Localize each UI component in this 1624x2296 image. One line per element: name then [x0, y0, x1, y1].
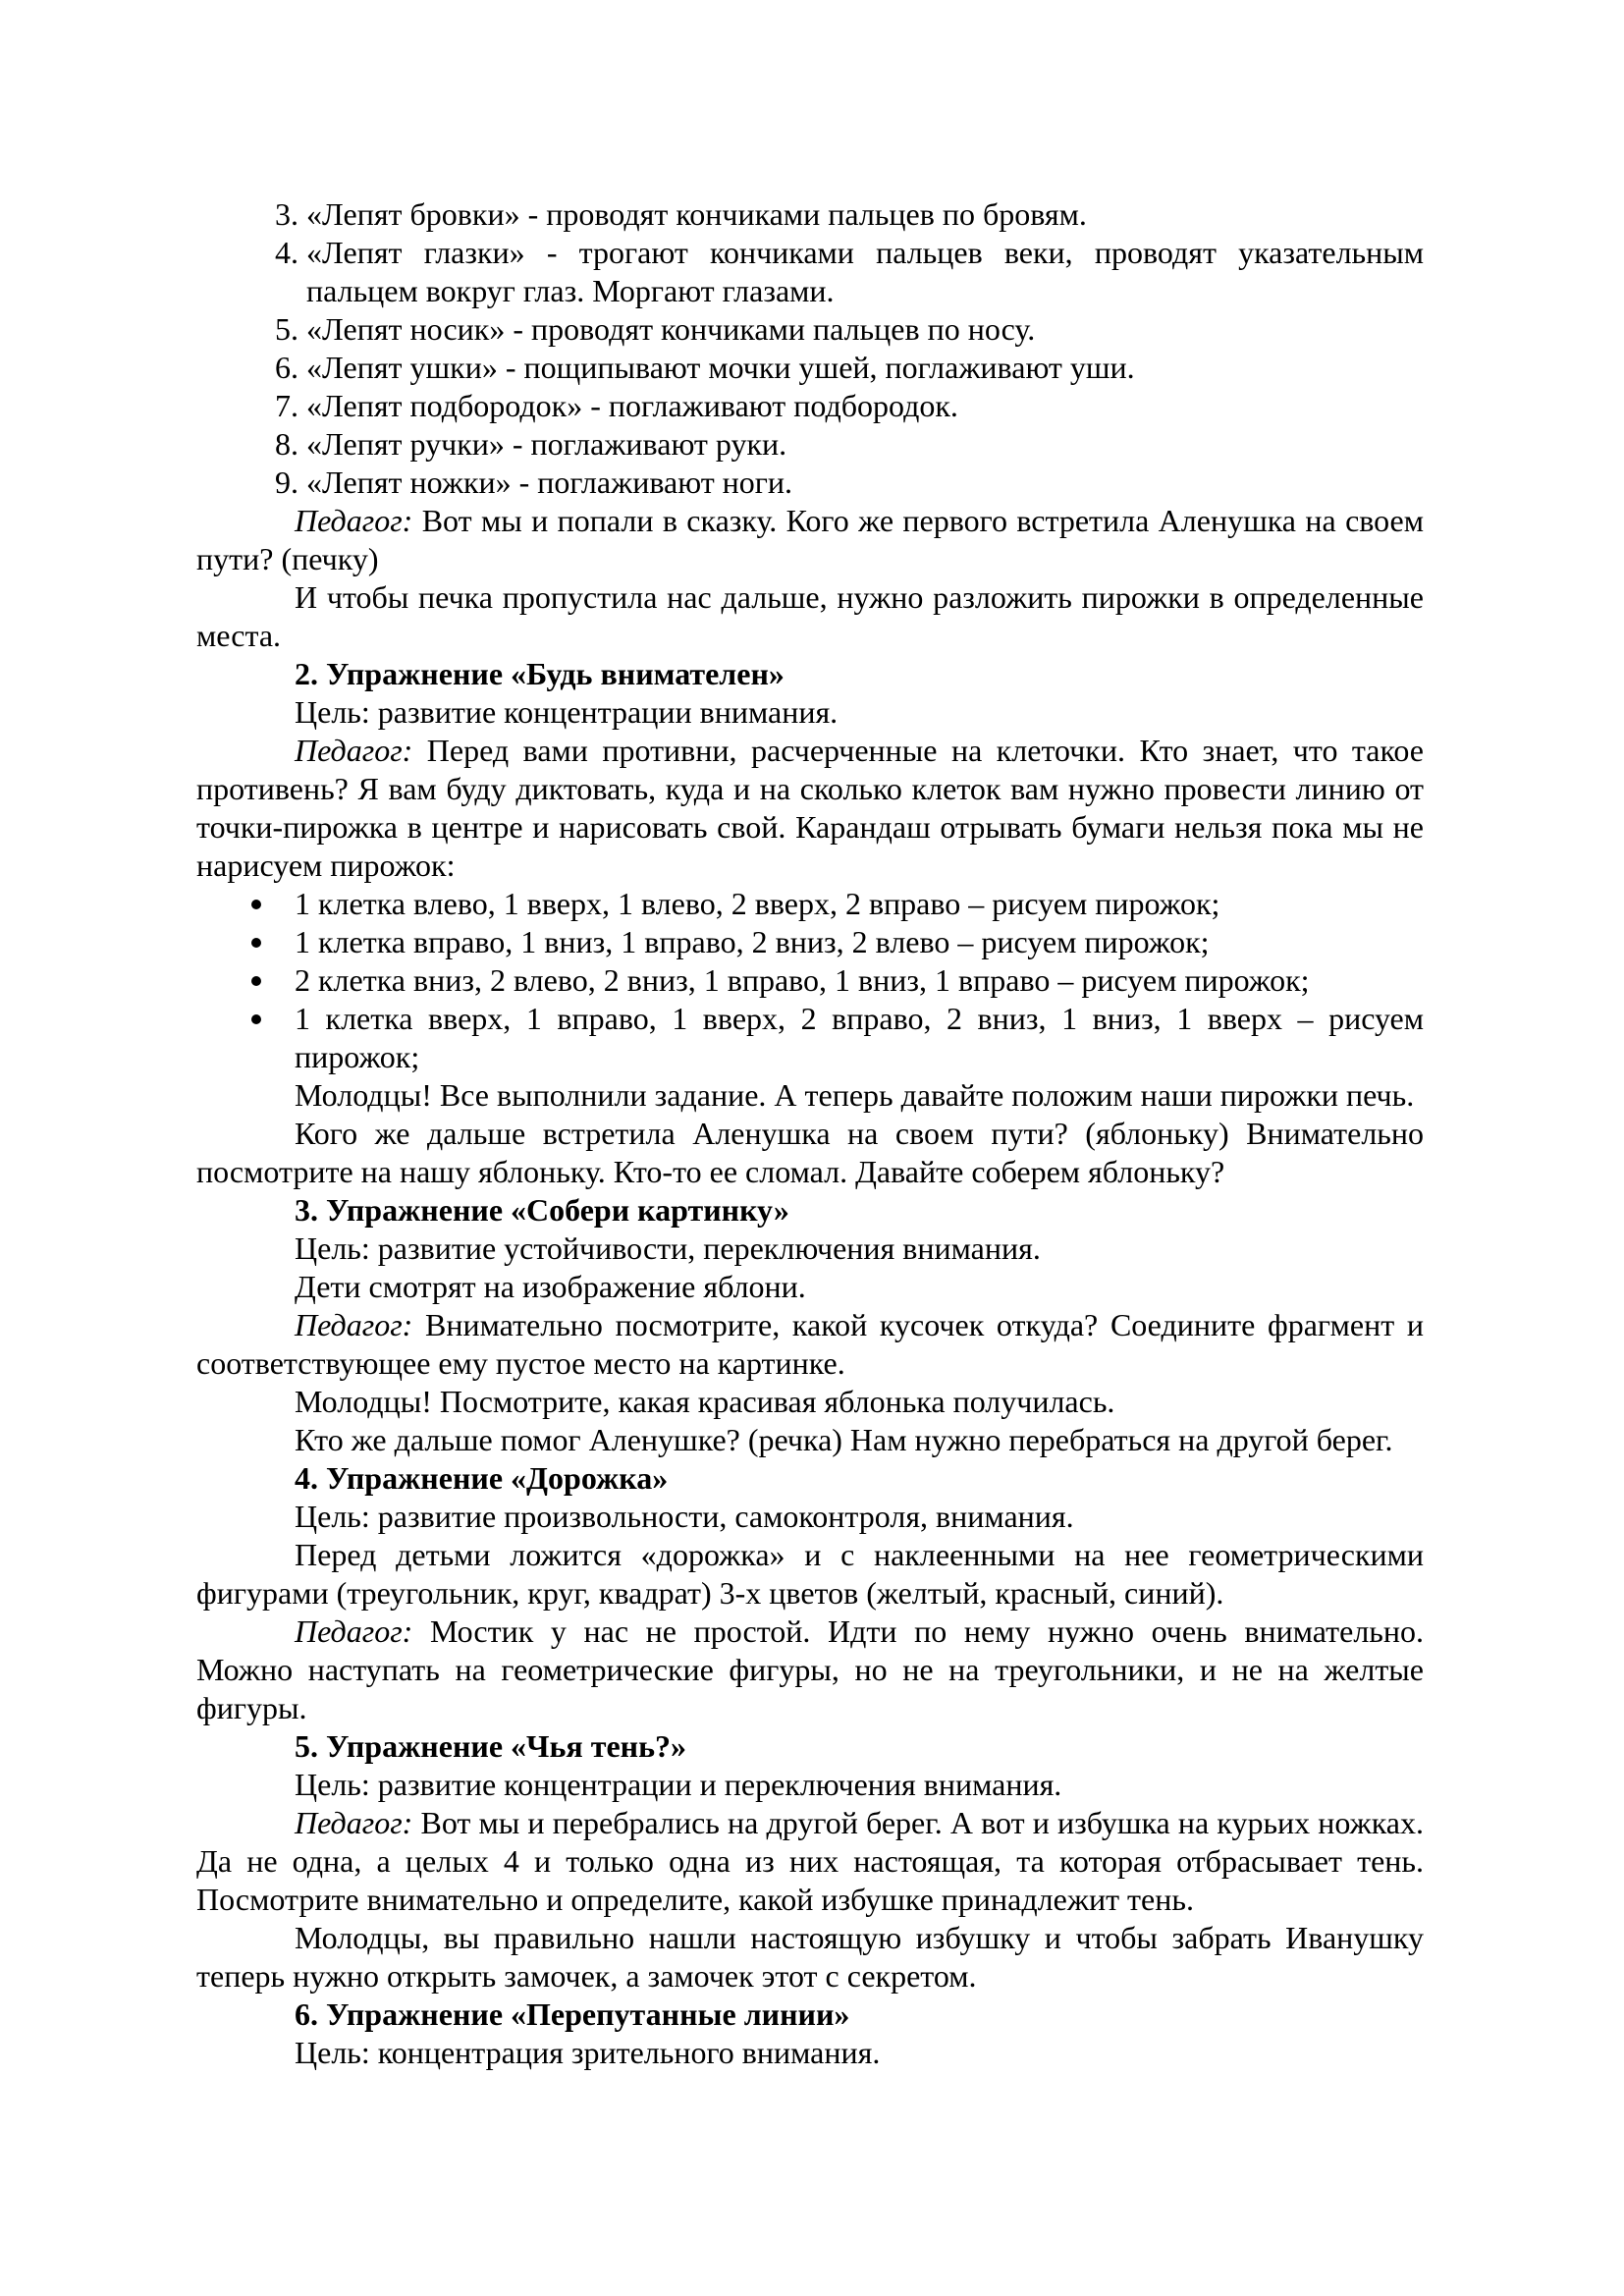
numbered-list-item: 9. «Лепят ножки» - поглаживают ноги. [306, 464, 1424, 502]
numbered-list-item: 8. «Лепят ручки» - поглаживают руки. [306, 425, 1424, 464]
speaker-label: Педагог: [295, 733, 413, 768]
bullet-icon [251, 900, 261, 909]
teacher-paragraph [196, 1306, 1424, 1383]
paragraph: Кто же дальше помог Аленушке? (речка) Нам нужно перебраться на другой берег. [295, 1422, 1393, 1457]
paragraph-text: Мостик у нас не простой. Идти по нему нужно очень внимательно. Можно наступать на геометрические фигуры, но не на треугольники, и не на желтые фигуры. [196, 1613, 1425, 1725]
goal-paragraph: Цель: развитие концентрации внимания. [295, 694, 839, 730]
speaker-label: Педагог: [295, 1805, 413, 1840]
goal-paragraph: Цель: концентрация зрительного внимания. [295, 2035, 881, 2070]
teacher-paragraph [196, 502, 1424, 578]
paragraph: Молодцы! Все выполнили задание. А теперь давайте положим наши пирожки печь. [295, 1077, 1415, 1113]
section-heading-exercise-6: 6. Упражнение «Перепутанные линии» [295, 1996, 850, 2032]
paragraph: Дети смотрят на изображение яблони. [295, 1269, 806, 1304]
paragraph-text: Внимательно посмотрите, какой кусочек откуда? Соедините фрагмент и соответствующее ему пустое место на картинке. [196, 1307, 1425, 1381]
numbered-list-item: 5. «Лепят носик» - проводят кончиками пальцев по носу. [306, 310, 1424, 349]
bullet-icon [251, 1014, 261, 1024]
numbered-list-item: 7. «Лепят подбородок» - поглаживают подбородок. [306, 387, 1424, 425]
speaker-label: Педагог: [295, 503, 413, 538]
bullet-text: 2 клетка вниз, 2 влево, 2 вниз, 1 вправо, 1 вниз, 1 вправо – рисуем пирожок; [295, 962, 1310, 998]
teacher-paragraph [196, 1804, 1424, 1919]
paragraph: Кого же дальше встретила Аленушка на своем пути? (яблоньку) Внимательно посмотрите на нашу яблоньку. Кто-то ее сломал. Давайте соберем яблоньку? [196, 1116, 1424, 1189]
bullet-item [251, 923, 1424, 961]
section-heading-exercise-5: 5. Упражнение «Чья тень?» [295, 1728, 687, 1764]
paragraph: И чтобы печка пропустила нас дальше, нужно разложить пирожки в определенные места. [196, 579, 1424, 653]
goal-paragraph: Цель: развитие концентрации и переключения внимания. [295, 1767, 1062, 1802]
goal-paragraph: Цель: развитие произвольности, самоконтроля, внимания. [295, 1499, 1074, 1534]
numbered-list-item: 3. «Лепят бровки» - проводят кончиками пальцев по бровям. [306, 195, 1424, 234]
paragraph-text: Вот мы и попали в сказку. Кого же первого встретила Аленушка на своем пути? (печку) [196, 503, 1424, 576]
paragraph: Молодцы! Посмотрите, какая красивая яблонька получилась. [295, 1384, 1115, 1419]
teacher-paragraph [196, 732, 1424, 885]
paragraph-text: Перед вами противни, расчерченные на клеточки. Кто знает, что такое противень? Я вам буду диктовать, куда и на сколько клеток вам нужно провести линию от точки-пирожка в центре и нарисовать свой. Карандаш отрывать бумаги нельзя пока мы не нарисуем пирожок: [196, 733, 1425, 883]
bullet-item [251, 885, 1424, 923]
bullet-text: 1 клетка влево, 1 вверх, 1 влево, 2 вверх, 2 вправо – рисуем пирожок; [295, 886, 1220, 921]
bullet-text: 1 клетка вверх, 1 вправо, 1 вверх, 2 вправо, 2 вниз, 1 вниз, 1 вверх – рисуем пирожок; [295, 1001, 1424, 1074]
bullet-icon [251, 938, 261, 948]
numbered-list-item: 6. «Лепят ушки» - пощипывают мочки ушей, поглаживают уши. [306, 349, 1424, 387]
teacher-paragraph [196, 1613, 1424, 1727]
face-modeling-steps-list [196, 195, 1424, 502]
bullet-item [251, 961, 1424, 1000]
goal-paragraph: Цель: развитие устойчивости, переключения внимания. [295, 1230, 1041, 1266]
speaker-label: Педагог: [295, 1307, 413, 1342]
paragraph: Молодцы, вы правильно нашли настоящую избушку и чтобы забрать Иванушку теперь нужно открыть замочек, а замочек этот с секретом. [196, 1920, 1424, 1994]
bullet-icon [251, 976, 261, 986]
paragraph: Перед детьми ложится «дорожка» и с наклеенными на нее геометрическими фигурами (треугольник, круг, квадрат) 3-х цветов (желтый, красный, синий). [196, 1537, 1424, 1611]
speaker-label: Педагог: [295, 1613, 413, 1649]
bullet-text: 1 клетка вправо, 1 вниз, 1 вправо, 2 вниз, 2 влево – рисуем пирожок; [295, 924, 1210, 959]
paragraph-text: Вот мы и перебрались на другой берег. А вот и избушка на курьих ножках. Да не одна, а целых 4 и только одна из них настоящая, та которая отбрасывает тень. Посмотрите внимательно и определите, какой избушке принадлежит тень. [196, 1805, 1425, 1917]
section-heading-exercise-3: 3. Упражнение «Собери картинку» [295, 1192, 789, 1228]
section-heading-exercise-4: 4. Упражнение «Дорожка» [295, 1460, 669, 1496]
bullet-item [251, 1000, 1424, 1076]
dictation-bullet-list [196, 885, 1424, 1076]
section-heading-exercise-2: 2. Упражнение «Будь внимателен» [295, 656, 785, 691]
numbered-list-item: 4. «Лепят глазки» - трогают кончиками пальцев веки, проводят указательным пальцем вокруг глаз. Моргают глазами. [306, 234, 1424, 310]
